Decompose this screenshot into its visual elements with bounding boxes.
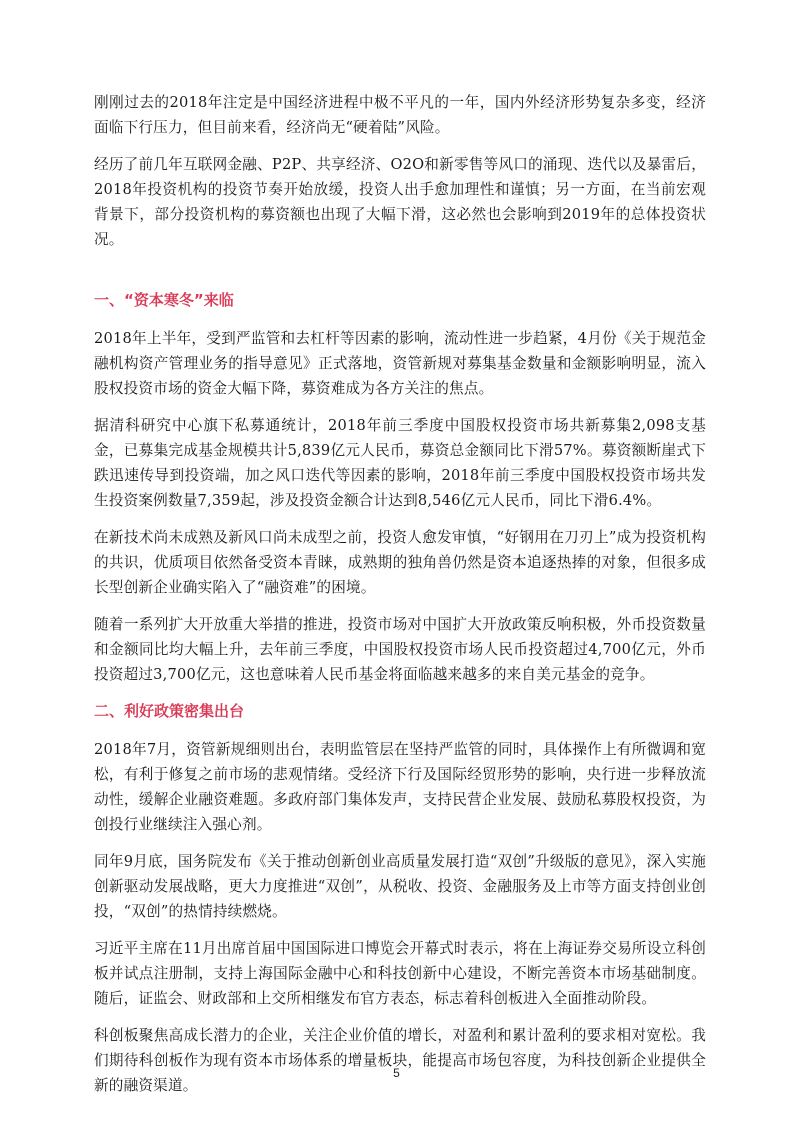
- section-1-heading: 一、“资本寒冬”来临: [94, 291, 234, 309]
- document-page: [94, 90, 706, 1110]
- section-1-paragraph-3: 在新技术尚未成熟及新风口尚未成型之前，投资人愈发审慎，“好钢用在刀刃上”成为投资机构的共识，优质项目依然备受资本青睐，成熟期的独角兽仍然是资本追逐热捧的对象，但很多成长型创新企业确实陷入了“融资难”的困境。: [94, 529, 706, 596]
- intro-paragraph-2: 经历了前几年互联网金融、P2P、共享经济、O2O和新零售等风口的涌现、迭代以及暴雷后，2018年投资机构的投资节奏开始放缓，投资人出手愈加理性和谨慎；另一方面，在当前宏观背景下，部分投资机构的募资额也出现了大幅下滑，这必然也会影响到2019年的总体投资状况。: [94, 156, 706, 248]
- section-2-paragraph-1: 2018年7月，资管新规细则出台，表明监管层在坚持严监管的同时，具体操作上有所微调和宽松，有利于修复之前市场的悲观情绪。受经济下行及国际经贸形势的影响，央行进一步释放流动性，缓解企业融资难题。多政府部门集体发声，支持民营企业发展、鼓励私募股权投资，为创投行业继续注入强心剂。: [94, 741, 706, 833]
- intro-paragraph-1: 刚刚过去的2018年注定是中国经济进程中极不平凡的一年，国内外经济形势复杂多变，经济面临下行压力，但目前来看，经济尚无“硬着陆”风险。: [94, 94, 706, 136]
- section-2-paragraph-4: 科创板聚焦高成长潜力的企业，关注企业价值的增长，对盈利和累计盈利的要求相对宽松。我们期待科创板作为现有资本市场体系的增量板块，能提高市场包容度，为科技创新企业提供全新的融资渠道。: [94, 1027, 706, 1094]
- section-1-paragraph-4: 随着一系列扩大开放重大举措的推进，投资市场对中国扩大开放政策反响积极，外币投资数量和金额同比均大幅上升，去年前三季度，中国股权投资市场人民币投资超过4,700亿元，外币投资超过3,700亿元，这也意味着人民币基金将面临越来越多的来自美元基金的竞争。: [94, 616, 706, 683]
- section-2-paragraph-3: 习近平主席在11月出席首届中国国际进口博览会开幕式时表示，将在上海证券交易所设立科创板并试点注册制，支持上海国际金融中心和科技创新中心建设，不断完善资本市场基础制度。随后，证监会、财政部和上交所相继发布官方表态，标志着科创板进入全面推动阶段。: [94, 940, 706, 1007]
- section-2-heading: 二、利好政策密集出台: [94, 702, 245, 720]
- section-1-paragraph-2: 据清科研究中心旗下私募通统计，2018年前三季度中国股权投资市场共新募集2,098支基金，已募集完成基金规模共计5,839亿元人民币，募资总金额同比下滑57%。募资额断崖式下跌迅速传导到投资端，加之风口迭代等因素的影响，2018年前三季度中国股权投资市场共发生投资案例数量7,359起，涉及投资金额合计达到8,546亿元人民币，同比下滑6.4%。: [94, 417, 706, 509]
- section-2-paragraph-2: 同年9月底，国务院发布《关于推动创新创业高质量发展打造“双创”升级版的意见》，深入实施创新驱动发展战略，更大力度推进“双创”，从税收、投资、金融服务及上市等方面支持创业创投，“双创”的热情持续燃烧。: [94, 853, 706, 920]
- page-number: 5: [393, 1066, 400, 1080]
- section-1-paragraph-1: 2018年上半年，受到严监管和去杠杆等因素的影响，流动性进一步趋紧，4月份《关于规范金融机构资产管理业务的指导意见》正式落地，资管新规对募集基金数量和金额影响明显，流入股权投资市场的资金大幅下降，募资难成为各方关注的焦点。: [94, 330, 706, 397]
